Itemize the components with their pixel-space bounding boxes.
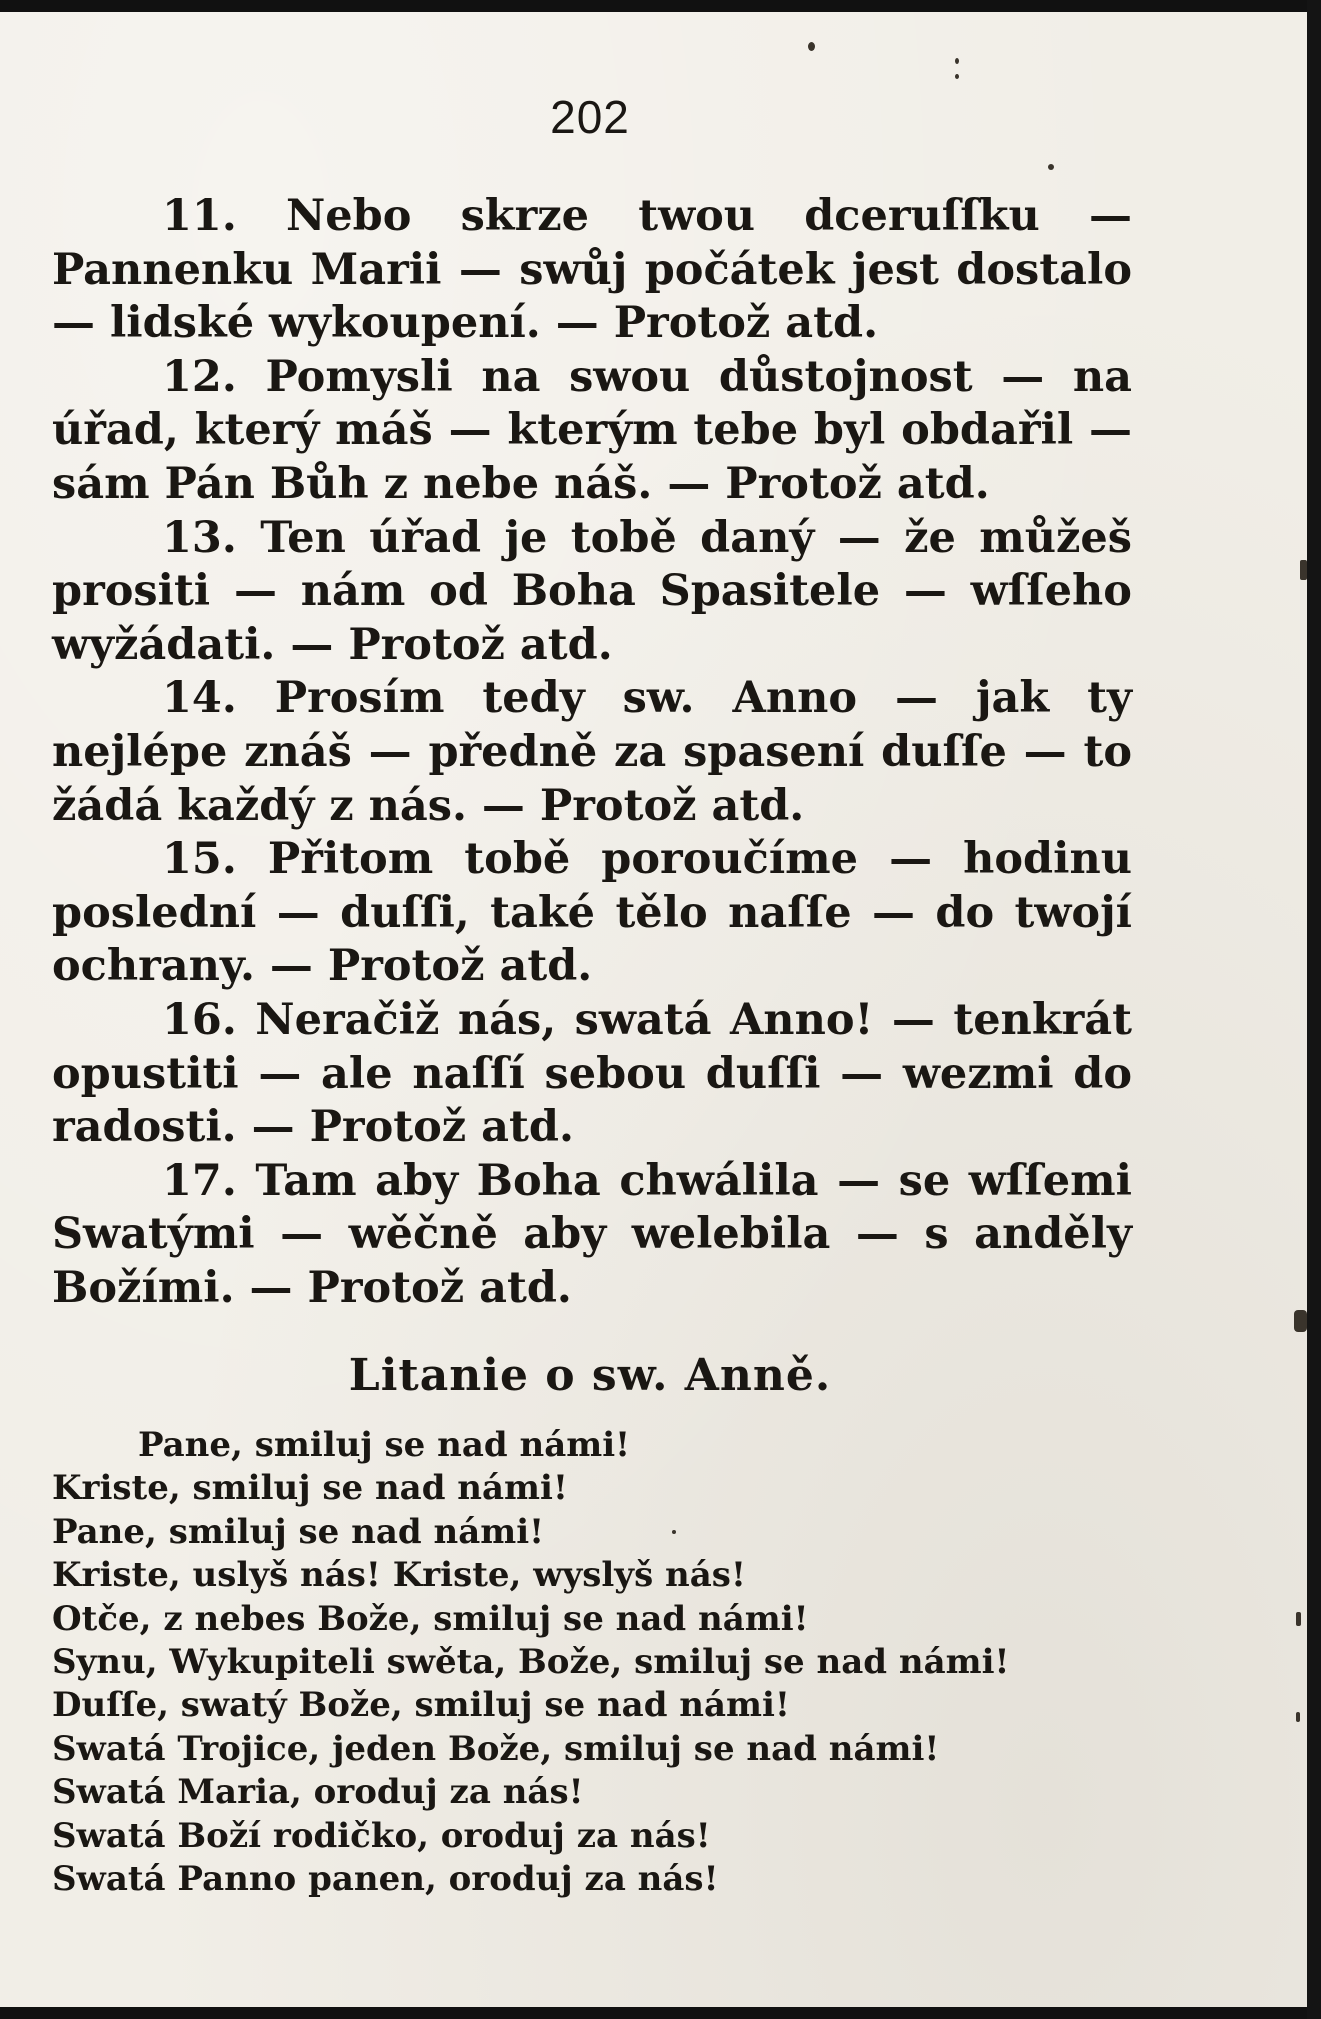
book-page <box>0 12 1307 2007</box>
litany-line: Swatá Trojice, jeden Bože, smiluj se nad námi! <box>52 1728 940 1769</box>
litany-line: Swatá Panno panen, oroduj za nás! <box>52 1859 719 1900</box>
verse-11: 11. Nebo skrze twou dceruſſku — Pannenku Marii — swůj počátek jest dostalo — lidské wykoupení. — Protož atd. <box>52 191 1132 349</box>
litany-line: Otče, z nebes Bože, smiluj se nad námi! <box>52 1598 809 1639</box>
litany-line: Pane, smiluj se nad námi! <box>138 1425 631 1465</box>
verse-12: 12. Pomysli na swou důstojnost — na úřad, který máš — kterým tebe byl obdařil — sám Pán Bůh z nebe náš. — Protož atd. <box>52 351 1132 509</box>
litany-line: Swatá Maria, oroduj za nás! <box>52 1772 584 1813</box>
paper-speck <box>808 42 815 51</box>
paper-speck <box>955 58 959 64</box>
page-number: 202 <box>550 91 630 143</box>
verse-14: 14. Prosím tedy sw. Anno — jak ty nejlépe znáš — předně za spasení duſſe — to žádá každý z nás. — Protož atd. <box>52 673 1132 831</box>
verse-17: 17. Tam aby Boha chwálila — se wſſemi Swatými — wěčně aby welebila — s anděly Božími. — Protož atd. <box>52 1155 1132 1313</box>
verse-15: 15. Přitom tobě poroučíme — hodinu poslední — duſſi, také tělo naſſe — do twojí ochrany. — Protož atd. <box>52 834 1132 992</box>
verse-13: 13. Ten úřad je tobě daný — že můžeš prositi — nám od Boha Spasitele — wſſeho wyžádati. — Protož atd. <box>52 512 1132 670</box>
paper-speck <box>1048 164 1054 170</box>
paper-speck <box>955 74 959 79</box>
section-title: Litanie o sw. Anně. <box>348 1350 832 1401</box>
verse-list <box>52 190 1132 1315</box>
litany-line: Swatá Boží rodičko, oroduj za nás! <box>52 1815 711 1856</box>
paper-speck <box>1300 560 1307 580</box>
scan-border <box>1307 0 1321 2019</box>
paper-speck <box>672 1530 676 1534</box>
verse-16: 16. Neračiž nás, swatá Anno! — tenkrát opustiti — ale naſſí sebou duſſi — wezmi do radosti. — Protož atd. <box>52 994 1132 1153</box>
paper-speck <box>1296 1712 1300 1722</box>
litany-list <box>52 1424 1172 1901</box>
litany-line: Kriste, uslyš nás! Kriste, wyslyš nás! <box>52 1555 746 1596</box>
litany-line: Pane, smiluj se nad námi! <box>52 1511 545 1552</box>
litany-line: Kriste, smiluj se nad námi! <box>52 1468 568 1509</box>
litany-line: Synu, Wykupiteli swěta, Bože, smiluj se nad námi! <box>52 1642 1010 1683</box>
paper-speck <box>1294 1310 1307 1332</box>
litany-line: Duſſe, swatý Bože, smiluj se nad námi! <box>52 1685 790 1726</box>
paper-speck <box>1296 1612 1301 1626</box>
